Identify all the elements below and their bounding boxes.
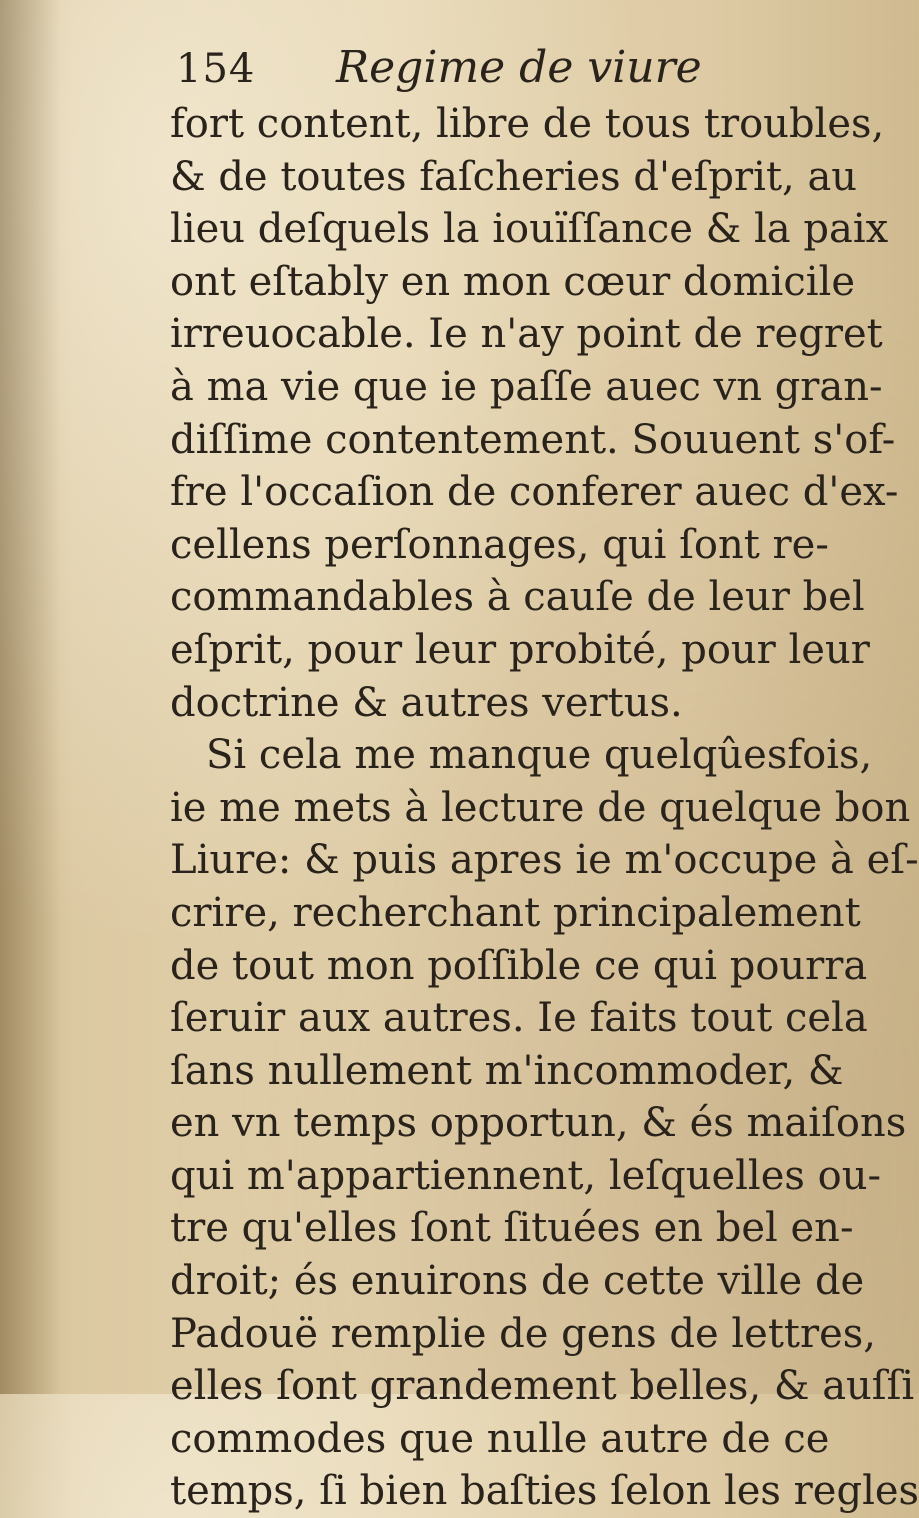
- binding-shadow: [0, 0, 60, 1394]
- text-line: temps, ſi bien baſties ſelon les regles: [170, 1468, 919, 1515]
- text-line: lieu deſquels la iouïſſance & la paix: [170, 206, 889, 253]
- text-line: eſprit, pour leur probité, pour leur: [170, 626, 870, 673]
- text-line: irreuocable. Ie n'ay point de regret: [170, 311, 883, 358]
- text-line: elles ſont grandement belles, & auſſi: [170, 1363, 915, 1410]
- text-line: ſeruir aux autres. Ie faits tout cela: [170, 995, 868, 1042]
- text-line: droit; és enuirons de cette ville de: [170, 1258, 865, 1305]
- text-line: diſſime contentement. Souuent s'of-: [170, 416, 896, 463]
- text-line: ſans nullement m'incommoder, &: [170, 1047, 844, 1094]
- text-line: cellens perſonnages, qui ſont re-: [170, 521, 829, 568]
- text-line: de tout mon poſſible ce qui pourra: [170, 942, 868, 989]
- text-line: crire, recherchant principalement: [170, 889, 861, 936]
- text-line: ont eſtably en mon cœur domicile: [170, 258, 855, 305]
- paragraph-end-line: doctrine & autres vertus.: [170, 679, 683, 726]
- text-line: qui m'appartiennent, leſquelles ou-: [170, 1152, 881, 1199]
- text-line: ie me mets à lecture de quelque bon: [170, 784, 911, 831]
- text-line: Padouë remplie de gens de lettres,: [170, 1310, 877, 1357]
- text-line: commodes que nulle autre de ce: [170, 1415, 830, 1462]
- text-line: en vn temps opportun, & és maiſons: [170, 1100, 907, 1147]
- running-title: Regime de viure: [336, 42, 702, 93]
- text-line: à ma vie que ie paſſe auec vn gran-: [170, 363, 883, 410]
- text-line: & de toutes faſcheries d'eſprit, au: [170, 153, 858, 200]
- text-line: commandables à cauſe de leur bel: [170, 574, 865, 621]
- page-header: [176, 42, 776, 102]
- body-text: [170, 98, 919, 1518]
- text-line: fre l'occaſion de conferer auec d'ex-: [170, 469, 899, 516]
- text-line: Liure: & puis apres ie m'occupe à eſ-: [170, 837, 919, 884]
- page-number: 154: [176, 46, 256, 92]
- paragraph-start-line: Si cela me manque quelqûesfois,: [206, 732, 873, 779]
- text-line: tre qu'elles ſont ſituées en bel en-: [170, 1205, 854, 1252]
- text-line: fort content, libre de tous troubles,: [170, 101, 885, 147]
